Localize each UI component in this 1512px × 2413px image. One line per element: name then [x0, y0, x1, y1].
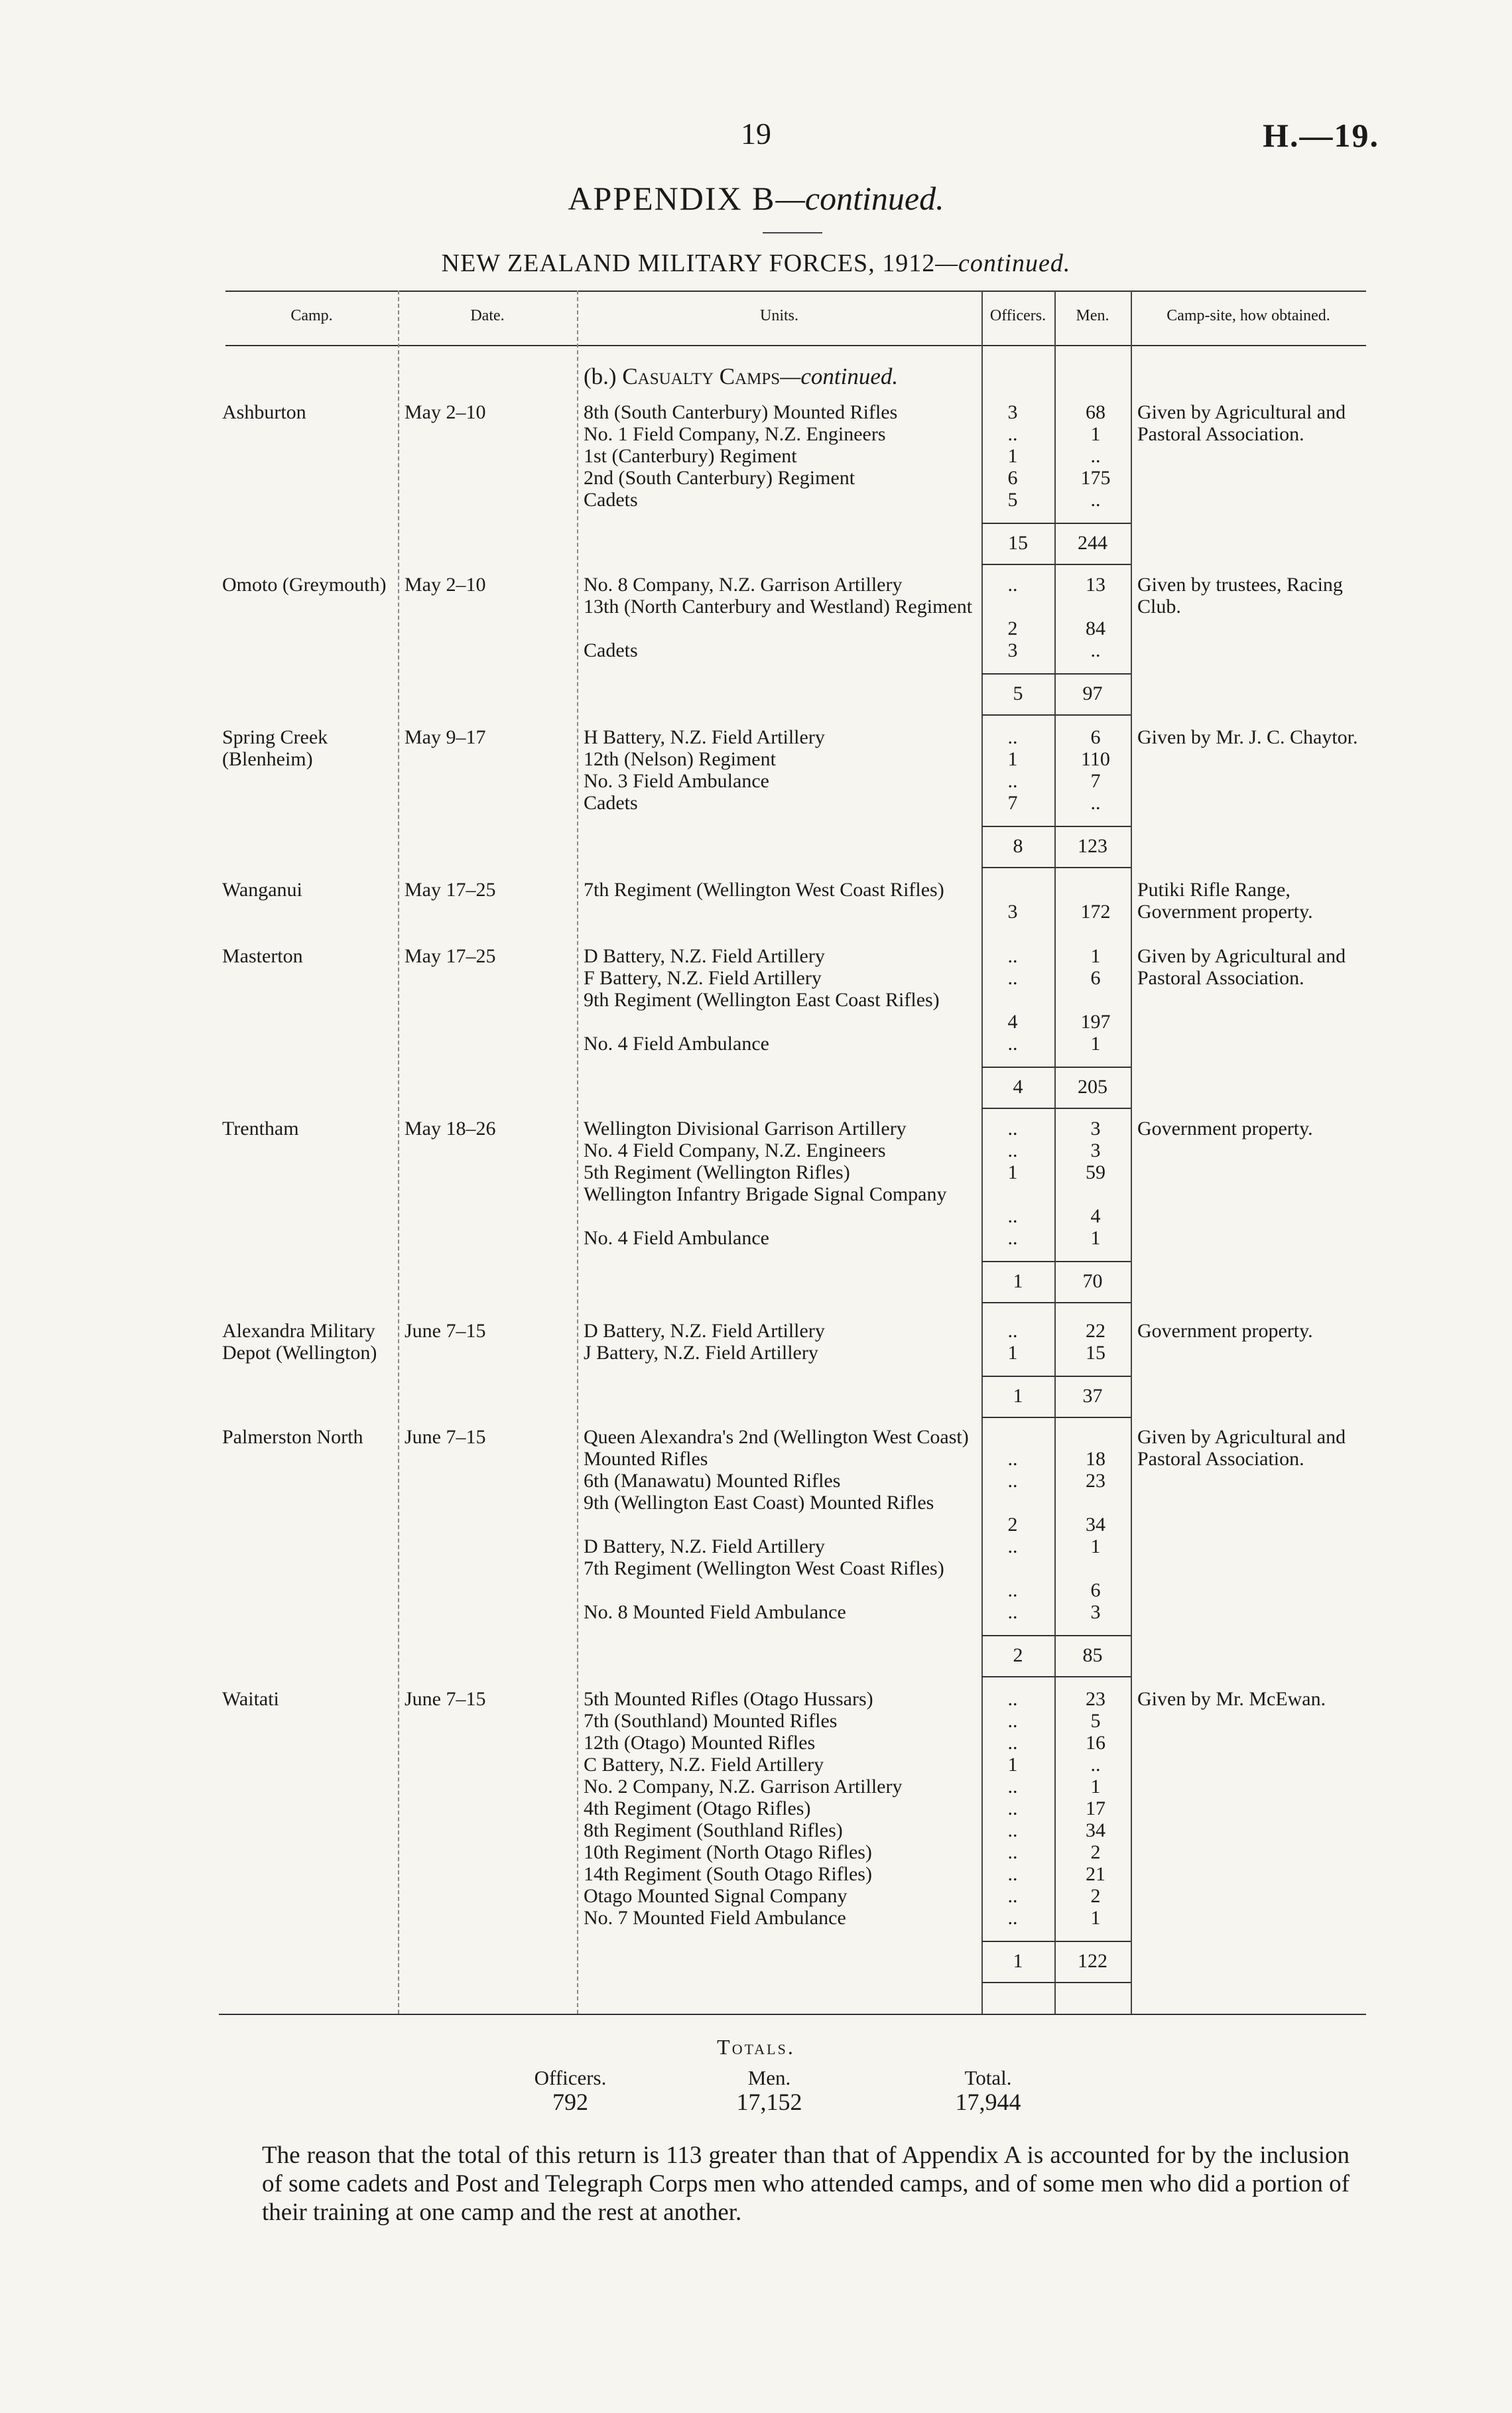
- unit-officers: ..: [1007, 1140, 1018, 1161]
- unit-name: No. 4 Field Company, N.Z. Engineers: [584, 1140, 886, 1161]
- unit-officers: ..: [1007, 1885, 1018, 1907]
- unit-men: 6: [1090, 967, 1101, 989]
- camp-name: Masterton: [222, 945, 303, 967]
- unit-men: 23: [1086, 1688, 1105, 1710]
- appendix-title-cont: —continued.: [775, 180, 944, 217]
- subtotal-rule: [981, 826, 1131, 827]
- unit-officers: ..: [1007, 1907, 1018, 1929]
- camp-date: May 2–10: [405, 401, 486, 423]
- subtotal-officers: 1: [1013, 1950, 1023, 1972]
- subtotal-officers: 15: [1008, 532, 1028, 554]
- document-reference: H.—19.: [1263, 117, 1379, 154]
- unit-name: No. 2 Company, N.Z. Garrison Artillery: [584, 1776, 903, 1797]
- unit-officers: 1: [1007, 1754, 1018, 1776]
- totals-title: Totals.: [717, 2035, 795, 2059]
- unit-men: 1: [1090, 945, 1101, 967]
- unit-officers: ..: [1007, 1470, 1018, 1492]
- subtotal-bottom-rule: [981, 564, 1131, 565]
- camp-date: June 7–15: [405, 1688, 486, 1710]
- subtotal-rule: [981, 1635, 1131, 1636]
- unit-men: 15: [1086, 1342, 1105, 1364]
- unit-name: Cadets: [584, 792, 638, 814]
- subtotal-men: 244: [1078, 532, 1107, 554]
- header-men: Men.: [1076, 307, 1109, 324]
- unit-men: 1: [1090, 1033, 1101, 1055]
- subtotal-bottom-rule: [981, 867, 1131, 868]
- unit-men: 68: [1086, 401, 1105, 423]
- unit-name: 8th (South Canterbury) Mounted Rifles: [584, 401, 898, 423]
- subtotal-officers: 8: [1013, 835, 1023, 857]
- unit-men: 23: [1086, 1470, 1105, 1492]
- unit-name: 2nd (South Canterbury) Regiment: [584, 467, 855, 489]
- unit-men: 2: [1090, 1841, 1101, 1863]
- camp-site: Given by Agricultural and Pastoral Association.: [1137, 1426, 1351, 1470]
- unit-name: No. 1 Field Company, N.Z. Engineers: [584, 423, 886, 445]
- section-heading: [584, 363, 898, 390]
- totals-men: [683, 2066, 855, 2114]
- camp-name: Spring Creek (Blenheim): [222, 726, 333, 770]
- unit-men: 21: [1086, 1863, 1105, 1885]
- unit-name: Wellington Divisional Garrison Artillery: [584, 1118, 907, 1140]
- totals-officers-value: 792: [552, 2089, 588, 2115]
- unit-men: 34: [1086, 1819, 1105, 1841]
- subtotal-bottom-rule: [981, 1982, 1131, 1983]
- camp-site: Given by Mr. McEwan.: [1137, 1688, 1326, 1710]
- subtotal-officers: 5: [1013, 683, 1023, 704]
- camp-name: Waitati: [222, 1688, 279, 1710]
- unit-officers: ..: [1007, 1579, 1018, 1601]
- unit-name: D Battery, N.Z. Field Artillery: [584, 1320, 825, 1342]
- subtotal-bottom-rule: [981, 1676, 1131, 1677]
- subtotal-officers: 4: [1013, 1076, 1023, 1098]
- unit-officers: ..: [1007, 967, 1018, 989]
- unit-name: No. 4 Field Ambulance: [584, 1227, 769, 1249]
- unit-name: 12th (Otago) Mounted Rifles: [584, 1732, 816, 1754]
- unit-officers: 3: [1007, 401, 1018, 423]
- unit-name: J Battery, N.Z. Field Artillery: [584, 1342, 818, 1364]
- header-units: Units.: [759, 307, 798, 324]
- totals-men-value: 17,152: [736, 2089, 802, 2115]
- unit-men: 3: [1090, 1140, 1101, 1161]
- unit-officers: ..: [1007, 770, 1018, 792]
- unit-men: 1: [1090, 1776, 1101, 1797]
- totals-total: [902, 2066, 1074, 2114]
- unit-officers: ..: [1007, 1227, 1018, 1249]
- camp-site: Given by Mr. J. C. Chaytor.: [1137, 726, 1358, 748]
- subtotal-bottom-rule: [981, 714, 1131, 716]
- unit-name: D Battery, N.Z. Field Artillery: [584, 945, 825, 967]
- unit-name: 5th Mounted Rifles (Otago Hussars): [584, 1688, 873, 1710]
- camp-name: Alexandra Military Depot (Wellington): [222, 1320, 381, 1364]
- subtotal-officers: 1: [1013, 1385, 1023, 1407]
- camp-date: May 18–26: [405, 1118, 496, 1140]
- subtotal-men: 97: [1082, 683, 1103, 704]
- forces-title-cont: —continued.: [935, 249, 1071, 277]
- subtotal-officers: 2: [1013, 1644, 1023, 1666]
- camp-site: Government property.: [1137, 1118, 1313, 1140]
- table-top-rule: [225, 291, 1366, 292]
- unit-name: Cadets: [584, 489, 638, 511]
- unit-officers: ..: [1007, 1819, 1018, 1841]
- camp-site: Given by trustees, Racing Club.: [1137, 574, 1348, 618]
- totals-total-label: Total.: [964, 2066, 1012, 2089]
- camp-site: Given by Agricultural and Pastoral Association.: [1137, 945, 1351, 989]
- camp-date: May 17–25: [405, 879, 496, 901]
- subtotal-men: 37: [1082, 1385, 1103, 1407]
- unit-officers: 1: [1007, 445, 1018, 467]
- unit-officers: 6: [1007, 467, 1018, 489]
- col-divider-camp: [398, 291, 399, 2014]
- unit-officers: ..: [1007, 1797, 1018, 1819]
- subtotal-rule: [981, 1261, 1131, 1262]
- unit-men: 175: [1080, 467, 1111, 489]
- unit-name: Queen Alexandra's 2nd (Wellington West Coast) Mounted Rifles: [584, 1426, 974, 1470]
- header-camp: Camp.: [290, 307, 333, 324]
- col-divider-date: [577, 291, 578, 2014]
- unit-officers: ..: [1007, 1776, 1018, 1797]
- subtotal-men: 122: [1078, 1950, 1107, 1972]
- unit-men: ..: [1090, 792, 1101, 814]
- unit-officers: ..: [1007, 1732, 1018, 1754]
- subtotal-bottom-rule: [981, 1108, 1131, 1109]
- unit-officers: 3: [1007, 901, 1018, 923]
- unit-name: 9th (Wellington East Coast) Mounted Rifles: [584, 1492, 934, 1514]
- camp-date: June 7–15: [405, 1426, 486, 1448]
- unit-name: Otago Mounted Signal Company: [584, 1885, 848, 1907]
- unit-officers: 2: [1007, 1514, 1018, 1535]
- unit-officers: 3: [1007, 639, 1018, 661]
- unit-officers: ..: [1007, 1688, 1018, 1710]
- unit-men: 1: [1090, 1907, 1101, 1929]
- camp-site: Putiki Rifle Range, Government property.: [1137, 879, 1313, 923]
- subtotal-bottom-rule: [981, 1302, 1131, 1303]
- unit-officers: ..: [1007, 1841, 1018, 1863]
- unit-officers: ..: [1007, 423, 1018, 445]
- unit-name: 14th Regiment (South Otago Rifles): [584, 1863, 872, 1885]
- unit-men: 22: [1086, 1320, 1105, 1342]
- unit-name: Wellington Infantry Brigade Signal Company: [584, 1183, 947, 1205]
- unit-men: 84: [1086, 618, 1105, 639]
- camp-name: Ashburton: [222, 401, 306, 423]
- unit-men: 1: [1090, 1535, 1101, 1557]
- camp-date: June 7–15: [405, 1320, 486, 1342]
- camp-date: May 9–17: [405, 726, 486, 748]
- unit-name: 9th Regiment (Wellington East Coast Rifles): [584, 989, 940, 1011]
- unit-officers: ..: [1007, 1205, 1018, 1227]
- unit-name: 4th Regiment (Otago Rifles): [584, 1797, 811, 1819]
- unit-name: 10th Regiment (North Otago Rifles): [584, 1841, 872, 1863]
- unit-name: 7th (Southland) Mounted Rifles: [584, 1710, 838, 1732]
- forces-title: [0, 249, 1512, 278]
- subtotal-officers: 1: [1013, 1270, 1023, 1292]
- unit-men: 1: [1090, 1227, 1101, 1249]
- unit-officers: 5: [1007, 489, 1018, 511]
- unit-men: 2: [1090, 1885, 1101, 1907]
- unit-officers: ..: [1007, 945, 1018, 967]
- header-site: Camp-site, how obtained.: [1166, 307, 1330, 324]
- unit-men: ..: [1090, 1754, 1101, 1776]
- appendix-title: [0, 179, 1512, 218]
- unit-men: 172: [1080, 901, 1111, 923]
- totals-total-value: 17,944: [955, 2089, 1021, 2115]
- unit-name: No. 8 Company, N.Z. Garrison Artillery: [584, 574, 903, 596]
- unit-officers: ..: [1007, 726, 1018, 748]
- unit-officers: 1: [1007, 748, 1018, 770]
- unit-name: 1st (Canterbury) Regiment: [584, 445, 797, 467]
- totals-men-label: Men.: [747, 2066, 791, 2089]
- unit-name: D Battery, N.Z. Field Artillery: [584, 1535, 825, 1557]
- unit-men: 3: [1090, 1118, 1101, 1140]
- camp-site: Government property.: [1137, 1320, 1313, 1342]
- subtotal-men: 70: [1082, 1270, 1103, 1292]
- unit-men: 6: [1090, 726, 1101, 748]
- table-bottom-rule: [219, 2014, 1366, 2015]
- unit-men: ..: [1090, 445, 1101, 467]
- unit-name: F Battery, N.Z. Field Artillery: [584, 967, 822, 989]
- page-number: 19: [741, 117, 771, 151]
- unit-officers: ..: [1007, 1710, 1018, 1732]
- unit-men: 6: [1090, 1579, 1101, 1601]
- unit-officers: 4: [1007, 1011, 1018, 1033]
- totals-officers: [484, 2066, 657, 2114]
- camp-name: Trentham: [222, 1118, 299, 1140]
- unit-name: 6th (Manawatu) Mounted Rifles: [584, 1470, 841, 1492]
- camp-name: Omoto (Greymouth): [222, 574, 387, 596]
- unit-men: 5: [1090, 1710, 1101, 1732]
- unit-officers: ..: [1007, 1601, 1018, 1623]
- camp-name: Palmerston North: [222, 1426, 363, 1448]
- unit-name: 7th Regiment (Wellington West Coast Rifles): [584, 1557, 944, 1579]
- unit-name: C Battery, N.Z. Field Artillery: [584, 1754, 824, 1776]
- section-cont: —continued.: [780, 363, 899, 389]
- unit-men: 4: [1090, 1205, 1101, 1227]
- subtotal-rule: [981, 1376, 1131, 1377]
- unit-officers: 2: [1007, 618, 1018, 639]
- unit-men: ..: [1090, 489, 1101, 511]
- unit-officers: ..: [1007, 1863, 1018, 1885]
- camp-site: Given by Agricultural and Pastoral Association.: [1137, 401, 1351, 445]
- unit-men: 17: [1086, 1797, 1105, 1819]
- unit-name: No. 7 Mounted Field Ambulance: [584, 1907, 846, 1929]
- unit-name: Cadets: [584, 639, 638, 661]
- camp-name: Wanganui: [222, 879, 302, 901]
- subtotal-bottom-rule: [981, 1417, 1131, 1418]
- col-divider-men: [1131, 291, 1132, 2014]
- unit-name: No. 3 Field Ambulance: [584, 770, 769, 792]
- unit-name: No. 8 Mounted Field Ambulance: [584, 1601, 846, 1623]
- unit-men: 7: [1090, 770, 1101, 792]
- unit-men: 16: [1086, 1732, 1105, 1754]
- subtotal-men: 123: [1078, 835, 1107, 857]
- unit-men: 59: [1086, 1161, 1105, 1183]
- camp-date: May 2–10: [405, 574, 486, 596]
- unit-officers: 1: [1007, 1161, 1018, 1183]
- unit-name: 5th Regiment (Wellington Rifles): [584, 1161, 850, 1183]
- unit-officers: ..: [1007, 1118, 1018, 1140]
- unit-men: 3: [1090, 1601, 1101, 1623]
- subtotal-rule: [981, 1941, 1131, 1942]
- forces-title-main: NEW ZEALAND MILITARY FORCES, 1912: [441, 249, 936, 277]
- unit-name: 7th Regiment (Wellington West Coast Rifles): [584, 879, 944, 901]
- subtotal-rule: [981, 523, 1131, 524]
- unit-men: 197: [1080, 1011, 1111, 1033]
- unit-officers: 7: [1007, 792, 1018, 814]
- subtotal-rule: [981, 1067, 1131, 1068]
- header-date: Date.: [470, 307, 505, 324]
- section-title: Casualty Camps: [622, 363, 781, 389]
- unit-men: 18: [1086, 1448, 1105, 1470]
- table-header-rule: [225, 345, 1366, 346]
- section-prefix: (b.): [584, 363, 623, 389]
- unit-officers: 1: [1007, 1342, 1018, 1364]
- unit-officers: ..: [1007, 1535, 1018, 1557]
- unit-men: 34: [1086, 1514, 1105, 1535]
- unit-men: 1: [1090, 423, 1101, 445]
- header-officers: Officers.: [989, 307, 1046, 324]
- unit-men: 13: [1086, 574, 1105, 596]
- appendix-title-main: APPENDIX B: [568, 180, 776, 217]
- title-rule: [763, 232, 822, 233]
- unit-officers: ..: [1007, 1448, 1018, 1470]
- unit-name: No. 4 Field Ambulance: [584, 1033, 769, 1055]
- unit-name: 13th (North Canterbury and Westland) Regiment: [584, 596, 973, 618]
- subtotal-men: 205: [1078, 1076, 1107, 1098]
- totals-officers-label: Officers.: [534, 2066, 607, 2089]
- unit-officers: ..: [1007, 574, 1018, 596]
- camp-date: May 17–25: [405, 945, 496, 967]
- unit-name: 8th Regiment (Southland Rifles): [584, 1819, 843, 1841]
- subtotal-rule: [981, 673, 1131, 675]
- unit-men: ..: [1090, 639, 1101, 661]
- unit-name: H Battery, N.Z. Field Artillery: [584, 726, 825, 748]
- unit-officers: ..: [1007, 1033, 1018, 1055]
- unit-men: 110: [1081, 748, 1110, 770]
- unit-officers: ..: [1007, 1320, 1018, 1342]
- subtotal-men: 85: [1082, 1644, 1103, 1666]
- reason-paragraph: The reason that the total of this return is 113 greater than that of Appendix A is accounted for by the inclusion of some cadets and Post and Telegraph Corps men who attended camps, and of some men who did a portion of their training at one camp and the rest at another.: [262, 2142, 1350, 2226]
- unit-name: 12th (Nelson) Regiment: [584, 748, 776, 770]
